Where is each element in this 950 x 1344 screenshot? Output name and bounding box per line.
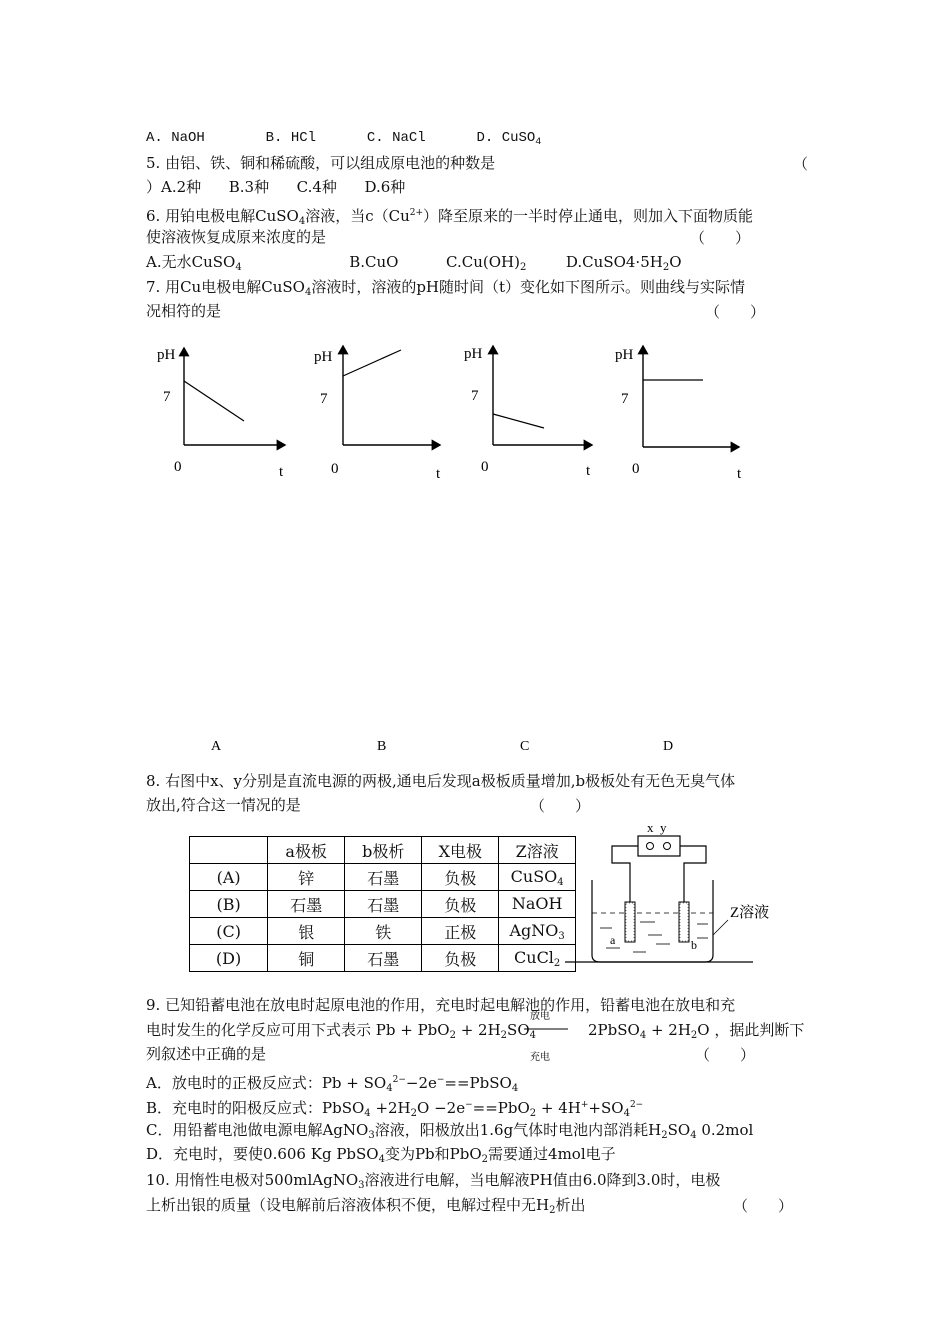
q6-answer-paren: （ ）	[690, 229, 751, 247]
q4-option-b: B. HCl	[265, 130, 317, 146]
q9-stem-line2: 电时发生的化学反应可用下式表示 $Pb + PbO_2 + 2H_2SO_4$ 2PbSO$_4$ + $2H_2O$ ，据此判断下	[146, 1021, 805, 1041]
graph-a-seven: 7	[163, 389, 171, 405]
q6-stem-line2: 使溶液恢复成原来浓度的是	[146, 228, 327, 246]
q7-stem-line1: 7. 用Cu电极电解CuSO$_4$溶液时，溶液的pH随时间（t）变化如下图所示。则曲线与实际情	[146, 278, 746, 298]
graph-d-seven: 7	[621, 391, 629, 407]
q6-option-a: A.无水CuSO$_4$	[146, 253, 242, 273]
table-row: (C) 银 铁 正极 AgNO$_3$	[190, 918, 576, 945]
q6-stem-line1: 6. 用铂电极电解CuSO$_4$溶液，当$c(Cu^{2+})$降至原来的一半时停止通电，则加入下面物质能	[146, 207, 754, 227]
graph-a-ylabel: pH	[157, 347, 176, 363]
q8-stem-line2: 放出,符合这一情况的是	[146, 796, 301, 814]
graph-b-seven: 7	[320, 391, 328, 407]
graph-a	[157, 347, 285, 480]
q7-stem-line2: 况相符的是	[146, 302, 222, 320]
graph-c-xlabel: t	[586, 463, 591, 479]
q4-option-d: D. CuSO$_4$	[476, 130, 542, 148]
q8-header-a: a极板	[268, 837, 345, 864]
q9-stem-line1: 9. 已知铅蓄电池在放电时起原电池的作用，充电时起电解池的作用，铅蓄电池在放电和充	[146, 996, 736, 1014]
graph-b-origin: 0	[331, 461, 339, 477]
q5-option-a: A.2种	[161, 178, 202, 196]
q9-stem-line3: 列叙述中正确的是	[146, 1045, 267, 1063]
q5-options: ）A.2种 B.3种 C.4种 D.6种	[146, 178, 406, 196]
q8-table-header	[190, 837, 576, 864]
q8-diagram	[565, 820, 769, 962]
graph-c	[464, 346, 592, 479]
q10-stem-line1: 10. 用惰性电极对500mlAgNO$_3$溶液进行电解，当电解液PH值由6.0降到3.0时，电极	[146, 1171, 721, 1191]
q6-option-d: $D.CuSO4\cdot 5H_2O$	[565, 253, 682, 273]
q8-stem-line1: 8. 右图中x、y分别是直流电源的两极,通电后发现a极板质量增加,b极板处有无色无臭气体	[146, 772, 736, 790]
q8-table	[189, 836, 576, 972]
q8-diagram-z-label: Z溶液	[730, 905, 770, 921]
q8-answer-paren: （ ）	[530, 797, 591, 815]
q8-header-z: Z溶液	[499, 837, 576, 864]
q9-option-d: D．充电时，要使0.606 Kg PbSO$_4$变为Pb和PbO$_2$需要通过4mol电子	[146, 1145, 616, 1165]
q8-header-b: b极析	[345, 837, 422, 864]
graph-c-option: C	[520, 739, 530, 754]
q9-answer-paren: （ ）	[695, 1046, 756, 1064]
graph-d-origin: 0	[632, 461, 640, 477]
q9-charge-label: 充电	[530, 1052, 550, 1063]
q8-diagram-b-label: b	[691, 938, 697, 952]
q9-option-c: C．用铅蓄电池做电源电解AgNO$_3$溶液，阳极放出1.6g气体时电池内部消耗$H_2SO_4$ 0.2mol	[146, 1121, 754, 1141]
graph-b-ylabel: pH	[314, 349, 333, 365]
q8-header-x: X电极	[422, 837, 499, 864]
q4-option-a: A. NaOH	[146, 130, 205, 146]
graph-b-curve	[343, 350, 401, 376]
graph-b-option: B	[377, 739, 387, 754]
q9-option-b: B．充电时的阳极反应式：PbSO$_4$ $+2H_2O -2e^-==PbO_2 + 4H^++SO_4^{2-}$	[146, 1099, 644, 1119]
graph-a-option: A	[211, 739, 222, 754]
table-row: (A) 锌 石墨 负极 CuSO$_4$	[190, 864, 576, 891]
graph-b	[314, 346, 441, 482]
graph-c-seven: 7	[471, 388, 479, 404]
graph-c-origin: 0	[481, 459, 489, 475]
q5-option-c: C.4种	[296, 178, 337, 196]
q8-electrode-a	[625, 902, 635, 942]
q5-paren-open: （	[793, 155, 809, 173]
graph-d-ylabel: pH	[615, 347, 634, 363]
table-row: (B) 石墨 石墨 负极 NaOH	[190, 891, 576, 918]
graph-c-ylabel: pH	[464, 346, 483, 362]
graph-a-curve	[184, 381, 244, 421]
q5-option-b: B.3种	[228, 178, 270, 196]
q10-answer-paren: （ ）	[733, 1197, 794, 1215]
q8-diagram-a-label: a	[610, 933, 616, 947]
graph-a-origin: 0	[174, 459, 182, 475]
q5-stem: 5. 由铝、铁、铜和稀硫酸，可以组成原电池的种数是	[146, 154, 496, 172]
q7-answer-paren: （ ）	[705, 303, 766, 321]
graph-d-xlabel: t	[737, 466, 742, 482]
q4-option-c: C. NaCl	[366, 130, 426, 146]
q10-stem-line2: 上析出银的质量（设电解前后溶液体积不便，电解过程中无$H_2$析出	[146, 1196, 586, 1216]
graph-d-option: D	[663, 739, 674, 754]
q5-option-d: D.6种	[364, 178, 406, 196]
q9-discharge-label: 放电	[530, 1011, 550, 1022]
q9-option-a: A．放电时的正极反应式：$Pb + SO_4^{2-}-2e^-==PbSO_4$	[146, 1074, 519, 1094]
q8-electrode-b	[679, 902, 689, 942]
graph-c-curve	[493, 414, 544, 428]
q8-header-blank	[190, 837, 268, 864]
q6-option-c: $C.Cu(OH)_2$	[446, 253, 527, 273]
q8-diagram-xy: x y	[647, 820, 667, 835]
graph-a-xlabel: t	[279, 464, 284, 480]
q6-option-b: B.CuO	[349, 253, 399, 271]
table-row: (D) 铜 石墨 负极 CuCl$_2$	[190, 945, 576, 972]
graph-b-xlabel: t	[436, 466, 441, 482]
graph-d	[615, 346, 742, 482]
